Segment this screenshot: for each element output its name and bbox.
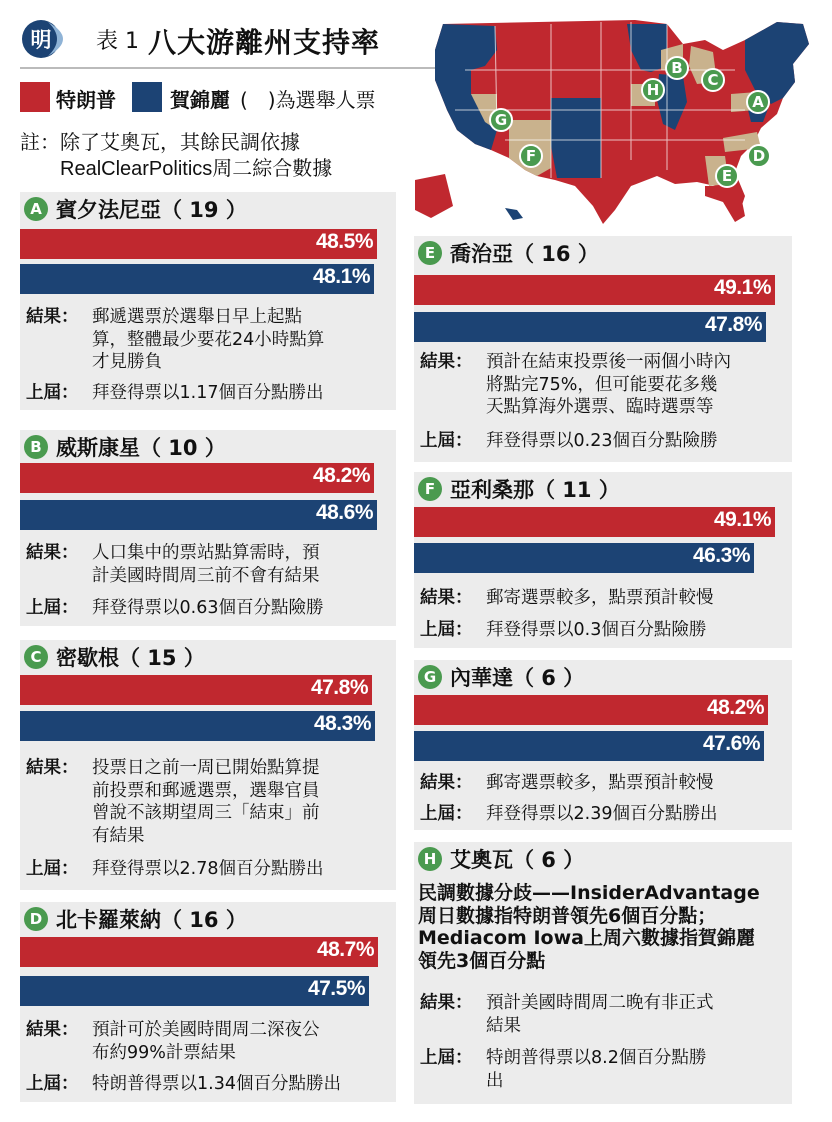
svg-text:C: C [707,71,719,89]
result-label: 結果： [420,773,473,793]
poll-description-line: 領先3個百分點 [418,949,546,972]
bar-value-biden: 48.6% [315,501,373,524]
bar-biden-e [414,312,766,342]
previous-label: 上屆： [26,859,79,879]
previous-text [92,858,323,881]
bar-trump-b [20,463,374,493]
result-text [486,587,714,610]
state-title-f [418,474,620,504]
previous-line: 拜登得票以0.23個百分點險勝 [486,431,718,451]
result-line: 將點完75%，但可能要花多幾 [486,374,718,395]
result-text [92,757,320,847]
previous-line: 拜登得票以0.3個百分點險勝 [486,620,707,640]
result-line: 預計可於美國時間周二深夜公 [92,1020,320,1040]
newspaper-logo [18,16,82,62]
state-title-g [418,662,584,692]
previous-text [486,803,717,826]
bar-value-trump: 49.1% [713,508,771,531]
bar-trump-f [414,507,775,537]
state-title-d [24,904,247,934]
previous-label: 上屆： [420,804,473,824]
result-label: 結果： [420,993,473,1013]
previous-text [92,382,323,405]
state-badge-g: G [418,665,442,689]
map-marker-c [702,69,724,91]
bar-value-trump: 49.1% [713,276,771,299]
state-card-h [414,842,792,1104]
table-number: 表 1 [96,29,139,54]
previous-line: 特朗普得票以1.34個百分點勝出 [92,1074,341,1094]
state-name: 艾奧瓦 [450,848,513,872]
bar-biden-f [414,543,754,573]
source-note-line1: 註：除了艾奧瓦，其餘民調依據 [20,130,300,154]
result-label: 結果： [26,758,79,778]
electoral-votes: （ 11 ） [534,478,620,502]
bar-trump-g [414,695,768,725]
bar-value-trump: 47.8% [310,676,368,699]
result-label: 結果： [26,543,79,563]
state-card-a [20,192,396,410]
bar-value-trump: 48.7% [316,938,374,961]
state-badge-c: C [24,645,48,669]
previous-text [486,619,706,642]
result-label: 結果： [420,588,473,608]
state-badge-a: A [24,197,48,221]
poll-description [418,882,788,972]
previous-line: 拜登得票以2.39個百分點勝出 [486,804,718,824]
state-badge-f: F [418,477,442,501]
title-divider [20,67,440,69]
result-line: 布約99%計票結果 [92,1042,236,1063]
state-card-g [414,660,792,830]
result-text [92,306,324,374]
us-map [405,10,829,232]
result-text [486,992,714,1037]
previous-line: 特朗普得票以8.2個百分點勝 [486,1048,707,1068]
result-line: 投票日之前一周已開始點算提 [92,758,320,778]
previous-label: 上屆： [26,598,79,618]
legend-swatch-trump [20,82,50,112]
result-line: 預計美國時間周二晚有非正式 [486,993,714,1013]
previous-line: 拜登得票以0.63個百分點險勝 [92,598,324,618]
bar-value-trump: 48.2% [312,464,370,487]
map-marker-b [666,57,688,79]
result-text [92,1019,320,1064]
state-title-b [24,432,226,462]
result-line: 郵遞選票於選舉日早上起點 [92,307,302,327]
svg-text:G: G [494,111,508,129]
result-line: 才見勝負 [92,352,162,372]
map-marker-a [747,91,769,113]
map-marker-h [642,79,664,101]
map-marker-d [748,145,770,167]
bar-trump-c [20,675,372,705]
state-name: 密歇根 [56,646,119,670]
previous-text [92,1073,341,1096]
electoral-votes: （ 6 ） [513,848,585,872]
state-title-h [418,844,584,874]
state-name: 亞利桑那 [450,478,534,502]
previous-line: 拜登得票以1.17個百分點勝出 [92,383,324,403]
result-line: 曾說不該期望周三「結束」前 [92,803,320,823]
poll-description-line: 民調數據分歧——InsiderAdvantage [418,882,760,904]
electoral-votes: （ 16 ） [161,908,247,932]
state-card-b [20,430,396,626]
previous-text [486,1047,706,1092]
state-name: 內華達 [450,666,513,690]
poll-description-line: 周日數據指特朗普領先6個百分點； [418,904,717,927]
previous-label: 上屆： [420,1048,473,1068]
map-marker-f [520,145,542,167]
electoral-votes: （ 10 ） [140,436,226,460]
result-label: 結果： [420,352,473,372]
result-text [486,772,714,795]
state-card-e [414,236,792,462]
bar-trump-e [414,275,775,305]
result-line: 結果 [486,1015,521,1036]
result-line: 郵寄選票較多，點票預計較慢 [486,588,714,608]
state-name: 北卡羅萊納 [56,908,161,932]
bar-value-biden: 47.5% [307,977,365,1000]
result-line: 前投票和郵遞選票，選舉官員 [92,780,320,801]
svg-text:D: D [752,147,766,165]
bar-value-trump: 48.2% [706,696,764,719]
map-marker-g [490,109,512,131]
logo-text: 明 [30,28,52,52]
state-card-f [414,472,792,648]
previous-text [486,430,717,453]
electoral-votes: （ 19 ） [161,198,247,222]
result-text [92,542,320,587]
state-badge-b: B [24,435,48,459]
state-badge-d: D [24,907,48,931]
previous-label: 上屆： [26,1074,79,1094]
legend-label-biden: 賀錦麗 [170,88,230,112]
bar-value-biden: 46.3% [692,544,750,567]
result-label: 結果： [26,1020,79,1040]
result-line: 計美國時間周三前不會有結果 [92,565,320,586]
result-line: 算，整體最少要花24小時點算 [92,329,325,350]
state-title-c [24,642,205,672]
result-text [486,351,731,419]
bar-value-biden: 48.3% [313,712,371,735]
bar-value-trump: 48.5% [315,230,373,253]
result-line: 預計在結束投票後一兩個小時內 [486,352,731,372]
result-label: 結果： [26,307,79,327]
legend-swatch-biden [132,82,162,112]
state-name: 賓夕法尼亞 [56,198,161,222]
electoral-votes: （ 15 ） [119,646,205,670]
legend-label-trump: 特朗普 [56,88,116,112]
state-card-d [20,902,396,1102]
bar-value-biden: 47.6% [702,732,760,755]
bar-trump-a [20,229,377,259]
state-badge-e: E [418,241,442,265]
svg-text:A: A [752,93,764,111]
bar-value-biden: 47.8% [704,313,762,336]
svg-text:E: E [721,167,733,185]
previous-line: 出 [486,1070,504,1091]
legend-note: ( )為選舉人票 [240,88,376,112]
svg-text:B: B [671,59,683,77]
state-title-e [418,238,599,268]
map-marker-e [716,165,738,187]
state-badge-h: H [418,847,442,871]
state-name: 威斯康星 [56,436,140,460]
state-title-a [24,194,247,224]
poll-description-line: Mediacom Iowa上周六數據指賀錦麗 [418,927,755,949]
result-line: 人口集中的票站點算需時，預 [92,543,320,563]
source-note-line2: RealClearPolitics周二綜合數據 [60,158,333,180]
result-line: 郵寄選票較多，點票預計較慢 [486,773,714,793]
previous-label: 上屆： [26,383,79,403]
previous-line: 拜登得票以2.78個百分點勝出 [92,859,324,879]
bar-value-biden: 48.1% [312,265,370,288]
previous-label: 上屆： [420,431,473,451]
result-line: 有結果 [92,825,145,846]
electoral-votes: （ 16 ） [513,242,599,266]
state-name: 喬治亞 [450,242,513,266]
previous-label: 上屆： [420,620,473,640]
bar-biden-b [20,500,377,530]
previous-text [92,597,323,620]
state-card-c [20,640,396,890]
bar-trump-d [20,937,378,967]
bar-biden-c [20,711,375,741]
svg-text:H: H [646,81,660,99]
electoral-votes: （ 6 ） [513,666,585,690]
svg-text:F: F [525,147,537,165]
bar-biden-g [414,731,764,761]
page-title: 八大游離州支持率 [148,26,381,59]
result-line: 天點算海外選票、臨時選票等 [486,397,714,417]
bar-biden-a [20,264,374,294]
bar-biden-d [20,976,369,1006]
